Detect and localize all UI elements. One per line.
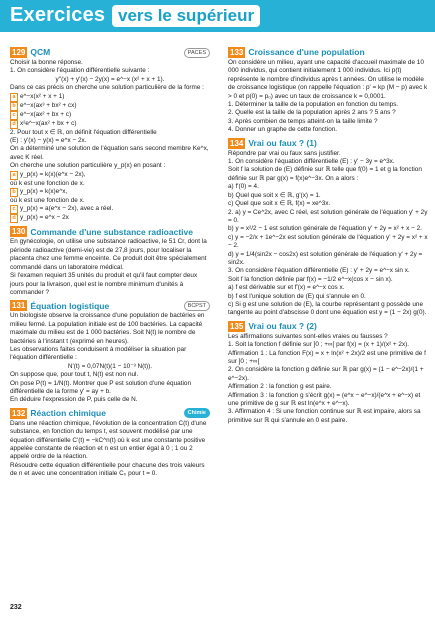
ex129-line: 1. On considère l'équation différentielle suivante :: [10, 67, 150, 75]
option-a-box: a: [10, 171, 18, 180]
option-d-box: d: [10, 214, 18, 223]
ex134-line: b) y = x²/2 − 1 est solution générale de l'équation y' + 2y = x² + x − 2.: [228, 225, 422, 233]
header-subtitle: vers le supérieur: [112, 5, 260, 27]
ex134-line: Soit f la solution de (E) définie sur ℝ telle que f(0) = 1 et g la fonction définie sur ℝ par g(x) = f(x)e^−3x. On a alors :: [228, 166, 422, 182]
ex129-title: QCM: [30, 47, 51, 58]
ex130-line: En gynécologie, on utilise une substance radioactive, le 51 Cr, dont la période radioactive (demi-vie) est de 27,8 jours, pour localiser la placenta chez une femme enceinte. Ce produit doit être spécialement commandé dans un laboratoire médical.: [10, 238, 207, 271]
ex129-badge: PACES: [184, 48, 210, 58]
ex134-heading: [228, 138, 428, 149]
ex132-line: Résoudre cette équation différentielle pour chacune des trois valeurs de n et avec une concentration initiale C₀ pour t = 0.: [10, 461, 205, 478]
ex131-title: Équation logistique: [30, 300, 110, 311]
ex132-number: 132: [12, 408, 26, 418]
ex133-line: 4. Donner un graphe de cette fonction.: [228, 126, 338, 134]
ex135-number: 135: [230, 321, 244, 331]
ex129-line: Dans ce cas précis on cherche une solution particulière de la forme :: [10, 84, 204, 92]
ex132-heading: [10, 408, 210, 419]
ex130-number: 130: [12, 227, 26, 237]
ex133-title: Croissance d'une population: [248, 47, 365, 58]
ex134-line: c) y = −2/x + 1e^−2x est solution générale de l'équation y' + 2y = x² + x − 2.: [228, 233, 428, 250]
ex129-option-c: c e^−x(ax² + bx + c): [10, 111, 210, 120]
ex130-line: Si l'examen requiert 35 unités du produit et qu'il faut compter deux jours pour la livraison, quel est le nombre minimum d'unités à commander ?: [10, 272, 198, 296]
ex131-equation: N'(t) = 0,07N(t)(1 − 10⁻³ N(t)).: [67, 362, 153, 370]
ex134-line: c) Si g est une solution de (E), la courbe représentant g possède une tangente au point d'abscisse 0 dont une équation est y = (1 − 2x) g(0).: [228, 300, 427, 317]
ex134-line: a) f'(0) = 4.: [228, 183, 259, 191]
option-c-box: c: [10, 111, 18, 120]
ex134-line: 1. On considère l'équation différentielle (E) : y' − 3y = e^3x.: [228, 158, 395, 166]
ex135-line: 1. Soit la fonction f définie sur ]0 ; +∞[ par f(x) = (x + 1)/(x² + 2x).: [228, 341, 410, 349]
ex131-badge: BCPST: [184, 301, 210, 311]
ex132-line: Dans une réaction chimique, l'évolution de la concentration C(t) d'une substance, en fonction du temps t, est souvent modélisé par une équation différentielle C'(t) = −kC^n(t) où k est une constante positive appelée constante de réaction et n est un entier égal à 0 ; 1 ou 2 appelé ordre de la réaction.: [10, 419, 207, 461]
ex135-title: Vrai ou faux ? (2): [248, 321, 317, 332]
ex129-heading: [10, 47, 210, 58]
ex131-heading: [10, 300, 210, 311]
option-d-box: d: [10, 120, 18, 129]
ex129-option-b: b e^−x(ax³ + bx² + cx): [10, 102, 210, 111]
ex135-line: Affirmation 1 : La fonction F(x) = x + ln(x² + 2x)/2 est une primitive de f sur ]0 ; +∞[: [228, 349, 426, 365]
ex129-q2: (E) : y'(x) − y(x) = e^x − 2x.: [10, 137, 87, 145]
ex129-option-d: d x²e^−x(ax² + bx + c): [10, 120, 210, 129]
page-number: 232: [10, 604, 22, 611]
ex130-heading: [10, 226, 210, 237]
ex134-line: 2. a) y = Ce^2x, avec C réel, est solution générale de l'équation y' + 2y = 0.: [228, 208, 428, 224]
option-b-box: b: [10, 188, 18, 197]
ex129-equation: y''(x) + y'(x) − 2y(x) = e^−x (x² + x + 1).: [55, 75, 165, 83]
ex129-option2-a: a y_p(x) = k(x)(e^x − 2x),: [10, 171, 210, 180]
ex129-option2-b: b y_p(x) = k(x)e^x,: [10, 188, 210, 197]
ex129-line: Choisir la bonne réponse.: [10, 59, 83, 66]
ex130-title: Commande d'une substance radioactive: [30, 226, 193, 237]
page-header: [0, 0, 435, 40]
ex135-line: Affirmation 3 : la fonction g s'écrit g(x) = (e^x − e^−x)/(e^x + e^−x) et une primitive de g sur ℝ est ln(e^x + e^−x).: [228, 391, 421, 408]
ex131-number: 131: [12, 301, 26, 311]
ex134-line: a) f est dérivable sur et f'(x) = e^−x cos x.: [228, 284, 345, 292]
ex135-line: 2. On considère la fonction g définie sur ℝ par g(x) = (1 − e^−2x)/(1 + e^−2x).: [228, 366, 424, 382]
ex134-line: b) Quel que soit x ∈ ℝ, g'(x) = 1.: [228, 191, 321, 199]
ex134-line: Soit f la fonction définie par f(x) = −1/2 e^−x(cos x − sin x).: [228, 275, 393, 283]
ex129-option-a: a e^−x(x² + x + 1): [10, 93, 210, 102]
ex129-q2: 2. Pour tout x ∈ ℝ, on définit l'équation différentielle: [10, 128, 157, 136]
ex134-line: c) Quel que soit x ∈ ℝ, f(x) = xe^3x.: [228, 200, 331, 208]
option-b-box: b: [10, 102, 18, 111]
option-a-box: a: [10, 93, 18, 102]
ex131-line: On suppose que, pour tout t, N(t) est non nul.: [10, 371, 139, 379]
left-column: [10, 44, 210, 479]
ex129-q2: On cherche une solution particulière y_p(x) en posant :: [10, 162, 166, 170]
ex133-line: 1. Déterminer la taille de la population en fonction du temps.: [228, 101, 399, 109]
ex129-option2-c: c y_p(x) = a(e^x − 2x), avec a réel.: [10, 205, 210, 214]
ex133-line: 3. Après combien de temps atteint-on la taille limite ?: [228, 117, 378, 125]
ex133-heading: [228, 47, 428, 58]
ex135-line: Les affirmations suivantes sont-elles vraies ou fausses ?: [228, 332, 388, 340]
ex134-number: 134: [230, 138, 244, 148]
ex131-line: On pose P(t) = 1/N(t). Montrer que P est solution d'une équation différentielle de la forme y' = ay + b.: [10, 379, 192, 395]
ex132-badge: Chimie: [184, 408, 210, 418]
ex134-line: b) f est l'unique solution de (E) qui s'annule en 0.: [228, 292, 366, 300]
ex133-number: 133: [230, 48, 244, 57]
right-column: [228, 44, 428, 425]
option-c-box: c: [10, 205, 18, 214]
ex133-line: 2. Quelle est la taille de la population après 2 ans ? 5 ans ?: [228, 109, 396, 117]
ex135-heading: [228, 321, 428, 332]
ex129-number: 129: [12, 48, 26, 57]
ex129-option-sub: où k est une fonction de x.: [10, 197, 85, 205]
ex129-q2: On a déterminé une solution de l'équation sans second membre Ke^x, avec K réel.: [10, 145, 209, 161]
ex129-option-sub: où k est une fonction de x.: [10, 179, 85, 187]
header-title: Exercices: [10, 4, 106, 26]
ex135-line: Affirmation 2 : la fonction g est paire.: [228, 383, 332, 391]
ex134-line: Répondre par vrai ou faux sans justifier.: [228, 149, 341, 157]
ex131-line: Un biologiste observe la croissance d'une population de bactéries en milieu fermé. La population initiale est de 100 bactéries. La capacité maximale du milieu est de 1 000 bactéries. Soit N(t) le nombre de bactéries à l'instant t (exprimé en heures).: [10, 312, 205, 345]
ex129-option2-d: d y_p(x) = e^x − 2x: [10, 214, 210, 223]
ex131-line: En déduire l'expression de P, puis celle de N.: [10, 396, 138, 404]
ex135-line: 3. Affirmation 4 : Si une fonction continue sur ℝ est impaire, alors sa primitive sur ℝ qui s'annule en 0 est paire.: [228, 408, 421, 424]
ex134-line: d) y = 1/4(sin2x − cos2x) est solution générale de l'équation y' + 2y = sin2x.: [228, 250, 423, 266]
ex134-line: 3. On considère l'équation différentielle (E) : y' + 2y = e^−x sin x.: [228, 267, 410, 275]
ex134-title: Vrai ou faux ? (1): [248, 137, 317, 148]
ex133-line: On considère un milieu, ayant une capacité d'accueil maximale de 10 000 individus, qui contient initialement 1 000 individus. Ici p(t) représente le nombre d'individus après t années. On utilise le modèle de croissance logistique (on rappelle l'équation : p' = kp (M − p) avec k > 0 et p(0) = p₀) avec un taux de croissance k = 0,0001.: [228, 59, 428, 100]
ex132-title: Réaction chimique: [30, 408, 106, 419]
ex131-line: Les observations faites conduisent à modéliser la situation par l'équation différentielle :: [10, 345, 187, 362]
